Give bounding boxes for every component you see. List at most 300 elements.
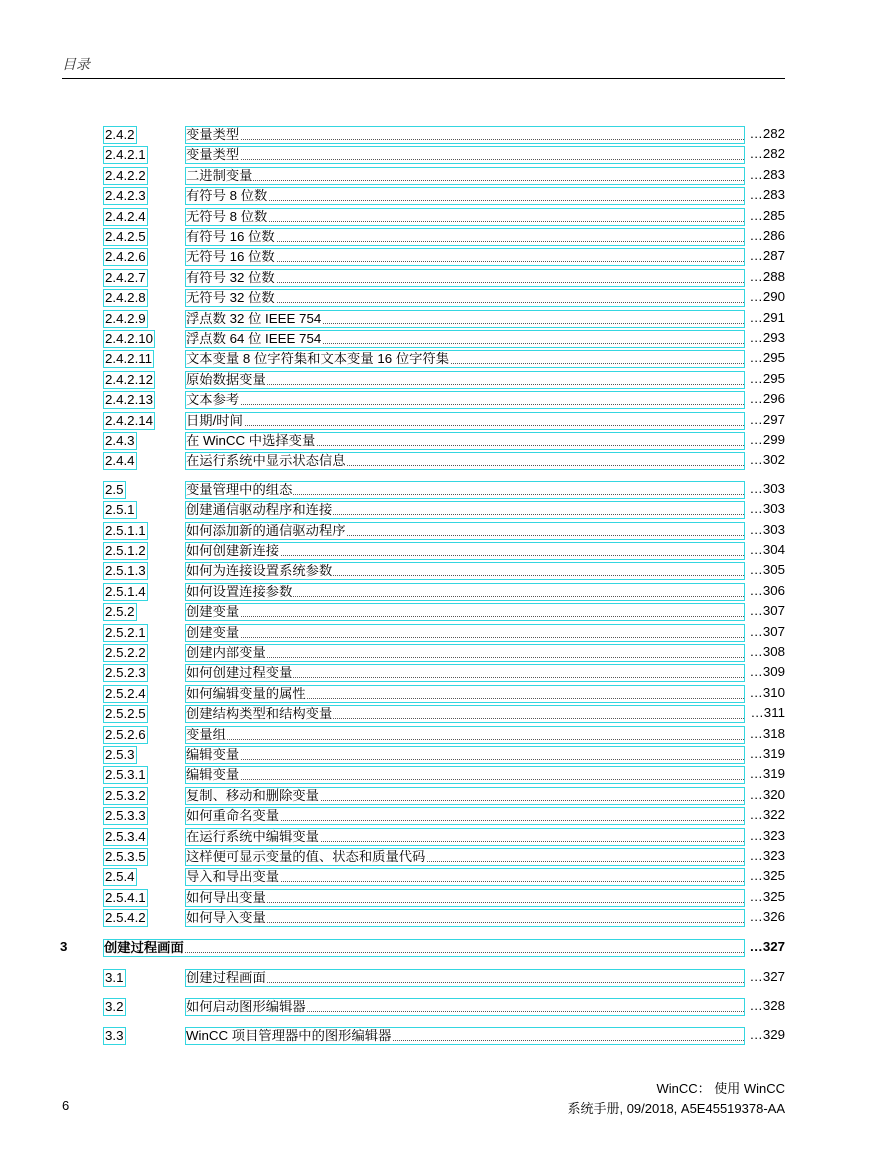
toc-entry[interactable] <box>0 371 869 389</box>
page-dot-leader: … <box>749 969 763 984</box>
toc-entry[interactable] <box>0 746 869 764</box>
toc-entry-page-number <box>750 350 785 368</box>
toc-entry[interactable] <box>0 705 869 723</box>
toc-entry-link[interactable] <box>185 391 745 409</box>
toc-entry-link[interactable] <box>185 807 745 825</box>
toc-entry-page-number <box>750 126 785 144</box>
page-dot-leader: … <box>749 370 763 386</box>
toc-entry[interactable] <box>0 350 869 368</box>
page-dot-leader: … <box>749 248 763 264</box>
dot-leader <box>186 159 744 160</box>
page-dot-leader: … <box>749 664 763 680</box>
toc-entry-title: 创建变量 <box>186 604 240 620</box>
dot-leader <box>186 982 744 983</box>
toc-entry-link[interactable] <box>185 664 745 682</box>
toc-entry[interactable] <box>0 187 869 205</box>
toc-entry-page-number <box>750 939 785 957</box>
toc-entry-page-number <box>750 452 785 470</box>
toc-entry-number: 2.5.1.1 <box>105 522 146 538</box>
toc-entry-number: 2.4.2.2 <box>105 167 146 183</box>
toc-entry-page-number <box>750 167 785 185</box>
toc-entry-link[interactable] <box>185 481 745 499</box>
toc-entry[interactable] <box>0 828 869 846</box>
toc-entry-page-number <box>750 603 785 621</box>
toc-entry-link[interactable] <box>185 208 745 226</box>
toc-entry-link[interactable] <box>185 350 745 368</box>
toc-entry[interactable] <box>0 939 869 957</box>
page-number-value: 326 <box>762 909 785 925</box>
page-number-value: 282 <box>762 146 785 162</box>
toc-entry-link[interactable] <box>103 939 745 957</box>
page-dot-leader: … <box>749 725 763 741</box>
toc-entry-number: 3.1 <box>105 970 124 985</box>
toc-entry-page-number <box>750 269 785 287</box>
toc-entry-title: 如何创建过程变量 <box>186 665 293 681</box>
page-dot-leader: … <box>749 432 763 447</box>
page-number-value: 325 <box>762 868 785 884</box>
toc-entry-number: 2.4.2 <box>105 127 135 142</box>
toc-entry-page-number <box>750 807 785 825</box>
toc-entry-page-number <box>750 828 785 846</box>
toc-entry[interactable] <box>0 685 869 703</box>
toc-entry-page-number <box>750 624 785 642</box>
toc-entry-number: 2.5.4 <box>105 869 135 885</box>
toc-entry-number: 2.5.2.2 <box>105 645 146 660</box>
toc-entry[interactable] <box>0 603 869 621</box>
page-dot-leader: … <box>749 452 763 468</box>
toc-entry-link[interactable] <box>185 228 745 246</box>
toc-entry-link[interactable] <box>185 624 745 642</box>
toc-entry-title: WinCC 项目管理器中的图形编辑器 <box>186 1028 392 1043</box>
page-number-value: 310 <box>762 684 785 700</box>
toc-entry-title: 变量组 <box>186 726 226 742</box>
toc-entry-number: 2.5.2.4 <box>105 685 146 701</box>
toc-entry-title: 有符号 32 位数 <box>186 269 275 285</box>
page-dot-leader: … <box>749 827 763 843</box>
toc-entry[interactable] <box>0 583 869 601</box>
dot-leader <box>186 657 744 658</box>
toc-entry-title: 变量类型 <box>186 147 240 163</box>
page-dot-leader: … <box>749 411 763 427</box>
toc-entry-page-number <box>751 705 786 723</box>
page-number-value: 290 <box>762 289 785 305</box>
page-dot-leader: … <box>749 480 763 496</box>
toc-entry-page-number <box>750 187 785 205</box>
toc-entry-number: 2.5.1.3 <box>105 563 146 579</box>
page-dot-leader: … <box>749 289 763 305</box>
page-dot-leader: … <box>749 268 763 284</box>
page-dot-leader: … <box>749 623 763 639</box>
toc-entry-link[interactable] <box>185 310 745 328</box>
toc-entry[interactable] <box>0 889 869 907</box>
toc-entry-number: 2.5.2.6 <box>105 726 146 742</box>
toc-entry-link[interactable] <box>185 501 745 519</box>
page-dot-leader: … <box>749 998 763 1013</box>
toc-entry-number: 2.5.3.3 <box>105 808 146 824</box>
toc-entry-number: 3.2 <box>105 999 124 1014</box>
toc-entry-page-number <box>750 146 785 164</box>
page-number-value: 303 <box>762 521 785 537</box>
toc-entry-page-number <box>750 391 785 409</box>
toc-entry-title: 无符号 8 位数 <box>186 208 268 224</box>
toc-entry[interactable] <box>0 562 869 580</box>
page-number-value: 303 <box>762 480 785 496</box>
toc-entry-title: 二进制变量 <box>186 167 253 183</box>
dot-leader <box>186 739 744 740</box>
toc-entry[interactable] <box>0 969 869 987</box>
toc-entry-title: 如何重命名变量 <box>186 808 280 824</box>
page-dot-leader: … <box>749 330 763 345</box>
toc-entry-link[interactable] <box>185 146 745 164</box>
page-number-value: 293 <box>762 330 785 345</box>
toc-entry-link[interactable] <box>185 685 745 703</box>
toc-entry-title: 如何为连接设置系统参数 <box>186 563 333 579</box>
toc-entry-link[interactable] <box>185 126 745 144</box>
toc-entry-title: 有符号 16 位数 <box>186 229 275 244</box>
page-number-value: 329 <box>762 1027 785 1042</box>
toc-entry-page-number <box>750 412 785 430</box>
page-dot-leader: … <box>749 909 763 925</box>
toc-entry-page-number <box>750 726 785 744</box>
page-dot-leader: … <box>749 582 763 598</box>
page-number-value: 308 <box>762 644 785 659</box>
toc-entry-page-number <box>750 969 785 987</box>
toc-entry-page-number <box>750 522 785 540</box>
toc-entry-link[interactable] <box>185 583 745 601</box>
page-header-title: 目录 <box>62 57 90 73</box>
toc-entry[interactable] <box>0 126 869 144</box>
page-dot-leader: … <box>749 1027 763 1042</box>
toc-entry-link[interactable] <box>185 603 745 621</box>
page-number-value: 287 <box>762 248 785 264</box>
page-number-value: 327 <box>762 969 785 984</box>
page-number-value: 323 <box>762 827 785 843</box>
toc-entry-link[interactable] <box>185 562 745 580</box>
toc-entry-link[interactable] <box>185 452 745 470</box>
page-number-value: 318 <box>762 725 785 741</box>
toc-entry-title: 如何添加新的通信驱动程序 <box>186 522 346 538</box>
dot-leader <box>186 221 744 222</box>
page-number-value: 319 <box>762 746 785 761</box>
toc-entry-number: 2.5.2.3 <box>105 665 146 681</box>
toc-entry[interactable] <box>0 269 869 287</box>
toc-entry-link[interactable] <box>185 787 745 805</box>
toc-entry-title: 如何设置连接参数 <box>186 583 293 599</box>
toc-entry[interactable] <box>0 624 869 642</box>
toc-entry-title: 原始数据变量 <box>186 371 266 387</box>
toc-entry[interactable] <box>0 664 869 682</box>
page-dot-leader: … <box>749 746 763 761</box>
page-number-value: 302 <box>762 452 785 468</box>
toc-entry[interactable] <box>0 330 869 348</box>
toc-entry-link[interactable] <box>185 289 745 307</box>
page-number-value: 322 <box>762 807 785 823</box>
footer-page-number: 6 <box>62 1098 70 1113</box>
toc-entry-number: 2.4.2.13 <box>105 392 154 408</box>
toc-entry[interactable] <box>0 787 869 805</box>
page-number-value: 282 <box>762 126 785 141</box>
toc-entry-link[interactable] <box>185 644 745 662</box>
toc-entry-number: 2.5.3.2 <box>105 787 146 803</box>
toc-entry-page-number <box>750 746 785 764</box>
toc-entry-number: 2.4.2.10 <box>105 331 154 346</box>
toc-entry[interactable] <box>0 248 869 266</box>
toc-entry[interactable] <box>0 310 869 328</box>
toc-entry-page-number <box>750 481 785 499</box>
page-number-value: 320 <box>762 786 785 802</box>
dot-leader <box>186 139 744 140</box>
toc-entry-page-number <box>750 664 785 682</box>
toc-entry[interactable] <box>0 766 869 784</box>
toc-entry-title: 复制、移动和删除变量 <box>186 787 319 803</box>
toc-entry-title: 无符号 32 位数 <box>186 290 275 306</box>
page-number-value: 286 <box>762 228 785 243</box>
toc-entry-title: 编辑变量 <box>186 747 240 762</box>
page-number-value: 304 <box>762 542 785 557</box>
page-dot-leader: … <box>749 766 763 782</box>
toc-entry[interactable] <box>0 167 869 185</box>
toc-entry-link[interactable] <box>185 412 745 430</box>
footer-manual-info: 系统手册, 09/2018, A5E45519378-AA <box>567 1101 785 1116</box>
toc-entry-number: 2.5.2.1 <box>105 624 146 640</box>
toc-entry-number: 2.5.1 <box>105 502 135 518</box>
page-dot-leader: … <box>749 807 763 823</box>
toc-entry[interactable] <box>0 432 869 450</box>
toc-entry-link[interactable] <box>185 542 745 560</box>
toc-entry-link[interactable] <box>185 766 745 784</box>
toc-entry-page-number <box>750 766 785 784</box>
page-number-value: 299 <box>762 432 785 447</box>
toc-entry-link[interactable] <box>185 868 745 886</box>
toc-entry[interactable] <box>0 391 869 409</box>
header-rule <box>62 78 785 79</box>
page-number-value: 307 <box>762 603 785 619</box>
page-number-value: 307 <box>762 623 785 639</box>
toc-entry[interactable] <box>0 208 869 226</box>
toc-entry-page-number <box>750 248 785 266</box>
toc-entry-title: 创建结构类型和结构变量 <box>186 706 333 722</box>
toc-entry-link[interactable] <box>185 828 745 846</box>
page-dot-leader: … <box>749 350 763 366</box>
toc-entry-title: 创建通信驱动程序和连接 <box>186 502 333 518</box>
toc-entry-number: 2.4.2.11 <box>105 351 153 367</box>
toc-entry-number: 2.5.2.5 <box>105 706 146 722</box>
toc-entry-link[interactable] <box>185 969 745 987</box>
page-number-value: 319 <box>762 766 785 782</box>
page-dot-leader: … <box>749 309 763 325</box>
toc-entry-page-number <box>750 371 785 389</box>
toc-entry-link[interactable] <box>185 848 745 866</box>
page-dot-leader: … <box>749 146 763 162</box>
page-dot-leader: … <box>749 786 763 802</box>
toc-entry[interactable] <box>0 522 869 540</box>
toc-entry[interactable] <box>0 501 869 519</box>
toc-entry-title: 无符号 16 位数 <box>186 249 275 265</box>
toc-entry[interactable] <box>0 868 869 886</box>
toc-entry-number: 2.4.2.6 <box>105 249 146 265</box>
toc-entry-page-number <box>750 330 785 348</box>
dot-leader <box>186 200 744 201</box>
page-number-value: 311 <box>763 705 785 721</box>
toc-entry-page-number <box>750 1027 785 1045</box>
dot-leader <box>186 404 744 405</box>
page-number-value: 288 <box>762 268 785 284</box>
toc-entry-title: 文本参考 <box>186 392 240 408</box>
toc-entry-title: 如何导出变量 <box>186 889 266 905</box>
toc-entry[interactable] <box>0 542 869 560</box>
toc-entry-link[interactable] <box>185 705 745 723</box>
toc-entry-link[interactable] <box>185 187 745 205</box>
toc-entry[interactable] <box>0 726 869 744</box>
page-number-value: 296 <box>762 391 785 407</box>
toc-entry-link[interactable] <box>185 269 745 287</box>
toc-entry-page-number <box>750 432 785 450</box>
toc-entry[interactable] <box>0 412 869 430</box>
toc-entry-page-number <box>750 310 785 328</box>
toc-entry-title: 创建变量 <box>186 624 240 640</box>
page-number-value: 283 <box>762 166 785 182</box>
page-number-value: 327 <box>762 939 785 954</box>
page-dot-leader: … <box>749 126 763 141</box>
page-number-value: 297 <box>762 411 785 427</box>
page-number-value: 305 <box>762 562 785 578</box>
toc-entry-number: 2.4.2.1 <box>105 147 146 163</box>
toc-entry-page-number <box>750 644 785 662</box>
toc-entry-title: 如何导入变量 <box>186 910 266 926</box>
toc-entry-page-number <box>750 685 785 703</box>
toc-entry[interactable] <box>0 848 869 866</box>
toc-entry-number: 2.5.4.2 <box>105 910 146 926</box>
page-dot-leader: … <box>749 848 763 863</box>
toc-entry[interactable] <box>0 481 869 499</box>
toc-entry-number: 2.5 <box>105 481 124 497</box>
toc-entry-number: 2.4.2.7 <box>105 269 146 285</box>
toc-entry[interactable] <box>0 228 869 246</box>
toc-entry-link[interactable] <box>185 1027 745 1045</box>
toc-entry-number: 3 <box>60 939 68 954</box>
toc-entry-link[interactable] <box>185 998 745 1016</box>
toc-entry-link[interactable] <box>185 522 745 540</box>
page-number-value: 295 <box>762 370 785 386</box>
toc-entry-number: 2.4.2.14 <box>105 412 154 428</box>
toc-entry-number: 2.4.2.8 <box>105 290 146 306</box>
toc-entry-page-number <box>750 868 785 886</box>
toc-entry[interactable] <box>0 909 869 927</box>
page-number-value: 323 <box>762 848 785 863</box>
toc-entry-page-number <box>750 909 785 927</box>
page-dot-leader: … <box>749 228 763 243</box>
toc-entry-number: 2.5.3.5 <box>105 849 146 864</box>
page-number-value: 291 <box>762 309 785 325</box>
page-dot-leader: … <box>749 207 763 223</box>
page-dot-leader: … <box>749 888 763 904</box>
toc-entry-page-number <box>750 787 785 805</box>
toc-entry-title: 创建过程画面 <box>104 940 184 955</box>
toc-entry-page-number <box>750 562 785 580</box>
page-number-value: 283 <box>762 187 785 203</box>
toc-entry-page-number <box>750 998 785 1016</box>
toc-entry-number: 2.4.2.9 <box>105 310 146 326</box>
toc-entry-number: 2.5.3.4 <box>105 828 146 844</box>
toc-entry-number: 2.5.3 <box>105 747 135 762</box>
toc-entry-number: 2.4.2.5 <box>105 229 146 244</box>
toc-entry-number: 2.4.2.3 <box>105 188 146 204</box>
toc-entry-number: 2.4.3 <box>105 433 135 448</box>
toc-entry-page-number <box>750 542 785 560</box>
toc-entry[interactable] <box>0 452 869 470</box>
page-number-value: 295 <box>762 350 785 366</box>
dot-leader <box>104 952 744 953</box>
page-number-value: 328 <box>762 998 785 1013</box>
dot-leader <box>186 425 744 426</box>
toc-entry-page-number <box>750 289 785 307</box>
page-dot-leader: … <box>749 391 763 407</box>
dot-leader <box>186 922 744 923</box>
toc-entry-link[interactable] <box>185 330 745 348</box>
toc-entry-page-number <box>750 208 785 226</box>
toc-entry-title: 创建内部变量 <box>186 645 266 660</box>
page-dot-leader: … <box>750 705 764 721</box>
page-dot-leader: … <box>749 501 763 517</box>
toc-entry-title: 文本变量 8 位字符集和文本变量 16 位字符集 <box>186 351 450 367</box>
toc-entry-title: 如何启动图形编辑器 <box>186 999 306 1014</box>
toc-entry-title: 在运行系统中显示状态信息 <box>186 453 346 469</box>
toc-entry-page-number <box>750 848 785 866</box>
toc-entry-title: 导入和导出变量 <box>186 869 280 885</box>
page-number-value: 306 <box>762 582 785 598</box>
dot-leader <box>186 779 744 780</box>
toc-entry-link[interactable] <box>185 909 745 927</box>
toc-entry-number: 2.5.2 <box>105 604 135 620</box>
toc-entry-title: 创建过程画面 <box>186 970 266 985</box>
toc-entry[interactable] <box>0 146 869 164</box>
page-dot-leader: … <box>749 542 763 557</box>
toc-entry-link[interactable] <box>185 746 745 764</box>
page-dot-leader: … <box>749 521 763 537</box>
toc-entry-link[interactable] <box>185 167 745 185</box>
toc-entry[interactable] <box>0 644 869 662</box>
dot-leader <box>186 616 744 617</box>
dot-leader <box>186 902 744 903</box>
dot-leader <box>186 759 744 760</box>
toc-entry-title: 变量类型 <box>186 127 240 142</box>
toc-entry-link[interactable] <box>185 432 745 450</box>
toc-entry-title: 在运行系统中编辑变量 <box>186 828 319 844</box>
page-dot-leader: … <box>749 684 763 700</box>
page-number-value: 285 <box>762 207 785 223</box>
toc-entry-number: 2.4.4 <box>105 453 135 469</box>
toc-entry-link[interactable] <box>185 726 745 744</box>
toc-entry-title: 浮点数 64 位 IEEE 754 <box>186 331 322 346</box>
toc-entry[interactable] <box>0 998 869 1016</box>
toc-entry[interactable] <box>0 289 869 307</box>
toc-entry-link[interactable] <box>185 889 745 907</box>
toc-entry[interactable] <box>0 807 869 825</box>
toc-entry-title: 如何编辑变量的属性 <box>186 685 306 701</box>
page-number-value: 303 <box>762 501 785 517</box>
page-number-value: 309 <box>762 664 785 680</box>
toc-entry-number: 2.5.1.4 <box>105 583 146 599</box>
toc-entry-link[interactable] <box>185 248 745 266</box>
footer-product: WinCC： 使用 WinCC <box>656 1081 785 1096</box>
toc-entry-number: 2.4.2.12 <box>105 371 154 387</box>
toc-entry-link[interactable] <box>185 371 745 389</box>
page-dot-leader: … <box>749 644 763 659</box>
toc-entry-number: 2.5.3.1 <box>105 767 146 783</box>
toc-entry-title: 日期/时间 <box>186 412 243 428</box>
toc-entry[interactable] <box>0 1027 869 1045</box>
toc-entry-page-number <box>750 228 785 246</box>
